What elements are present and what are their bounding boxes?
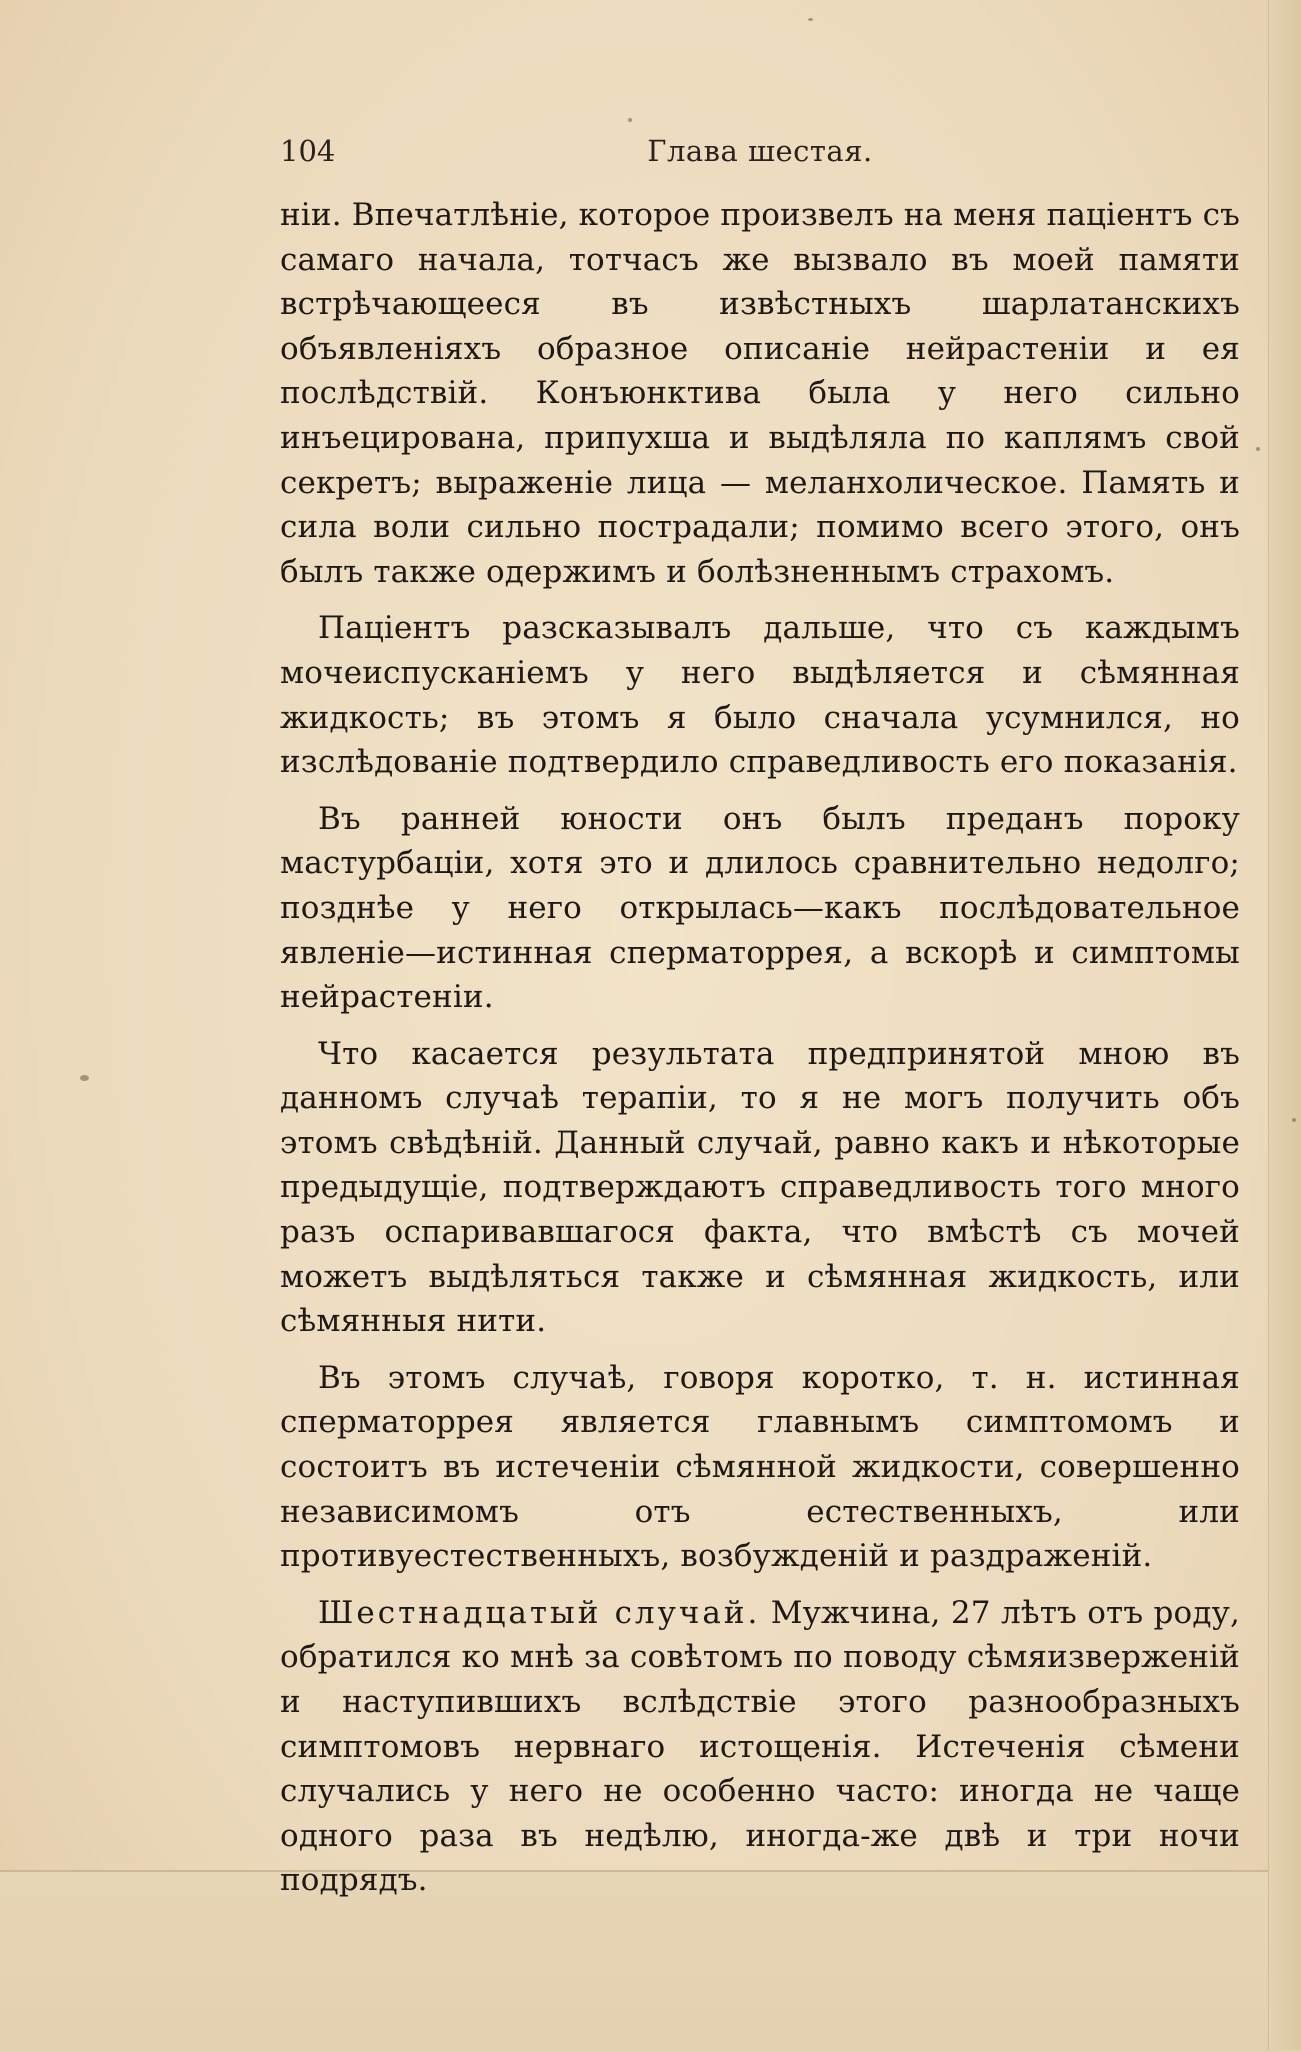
paragraph: Въ этомъ случаѣ, говоря коротко, т. н. истинная сперматоррея является главнымъ симптомомъ и состоитъ въ истеченіи сѣмянной жидкости, совершенно независимомъ отъ естественныхъ, или противуестественныхъ, возбужденій и раздраженій. — [280, 1359, 1240, 1575]
body-text — [280, 193, 1240, 1915]
print-speck — [1292, 1118, 1296, 1122]
print-speck — [80, 1075, 89, 1081]
chapter-title: Глава шестая. — [647, 134, 873, 168]
paragraph-continuation: ніи. Впечатлѣніе, которое произвелъ на меня паціентъ съ самаго начала, тотчасъ же вызвало въ моей памяти встрѣчающееся въ извѣстныхъ шарлатанскихъ объявленіяхъ образное описаніе нейрастеніи и ея послѣдствій. Конъюнктива была у него сильно инъецирована, припухша и выдѣляла по каплямъ свой секретъ; выраженіе лица — меланхолическое. Память и сила воли сильно пострадали; помимо всего этого, онъ былъ также одержимъ и болѣзненнымъ страхомъ. — [280, 197, 1240, 590]
print-speck — [808, 18, 813, 21]
print-speck — [1256, 447, 1260, 451]
case-paragraph — [280, 1591, 1240, 1903]
right-page-edge — [1268, 0, 1301, 2050]
running-head — [280, 134, 1240, 174]
page-number: 104 — [280, 134, 336, 168]
case-text: Мужчина, 27 лѣтъ отъ роду, обратился ко мнѣ за совѣтомъ по поводу сѣмяизверженій и наступившихъ вслѣдствіе этого разнообразныхъ симптомовъ нервнаго истощенія. Истеченія сѣмени случались у него не особенно часто: иногда не чаще одного раза въ недѣлю, иногда-же двѣ и три ночи подрядъ. — [280, 1594, 1240, 1899]
paragraph: Что касается результата предпринятой мною въ данномъ случаѣ терапіи, то я не могъ получить объ этомъ свѣдѣній. Данный случай, равно какъ и нѣкоторые предыдущіе, подтверждаютъ справедливость того много разъ оспаривавшагося факта, что вмѣстѣ съ мочей можетъ выдѣляться также и сѣмянная жидкость, или сѣмянныя нити. — [280, 1035, 1240, 1340]
paragraph: Паціентъ разсказывалъ дальше, что съ каждымъ мочеиспусканіемъ у него выдѣляется и сѣмянная жидкость; въ этомъ я было сначала усумнился, но изслѣдованіе подтвердило справедливость его показанія. — [280, 610, 1240, 781]
case-heading: Шестнадцатый случай. — [318, 1594, 761, 1631]
print-speck — [628, 118, 632, 122]
paragraph: Въ ранней юности онъ былъ преданъ пороку мастурбаціи, хотя это и длилось сравнительно недолго; позднѣе у него открылась—какъ послѣдовательное явленіе—истинная сперматоррея, а вскорѣ и симптомы нейрастеніи. — [280, 800, 1240, 1016]
